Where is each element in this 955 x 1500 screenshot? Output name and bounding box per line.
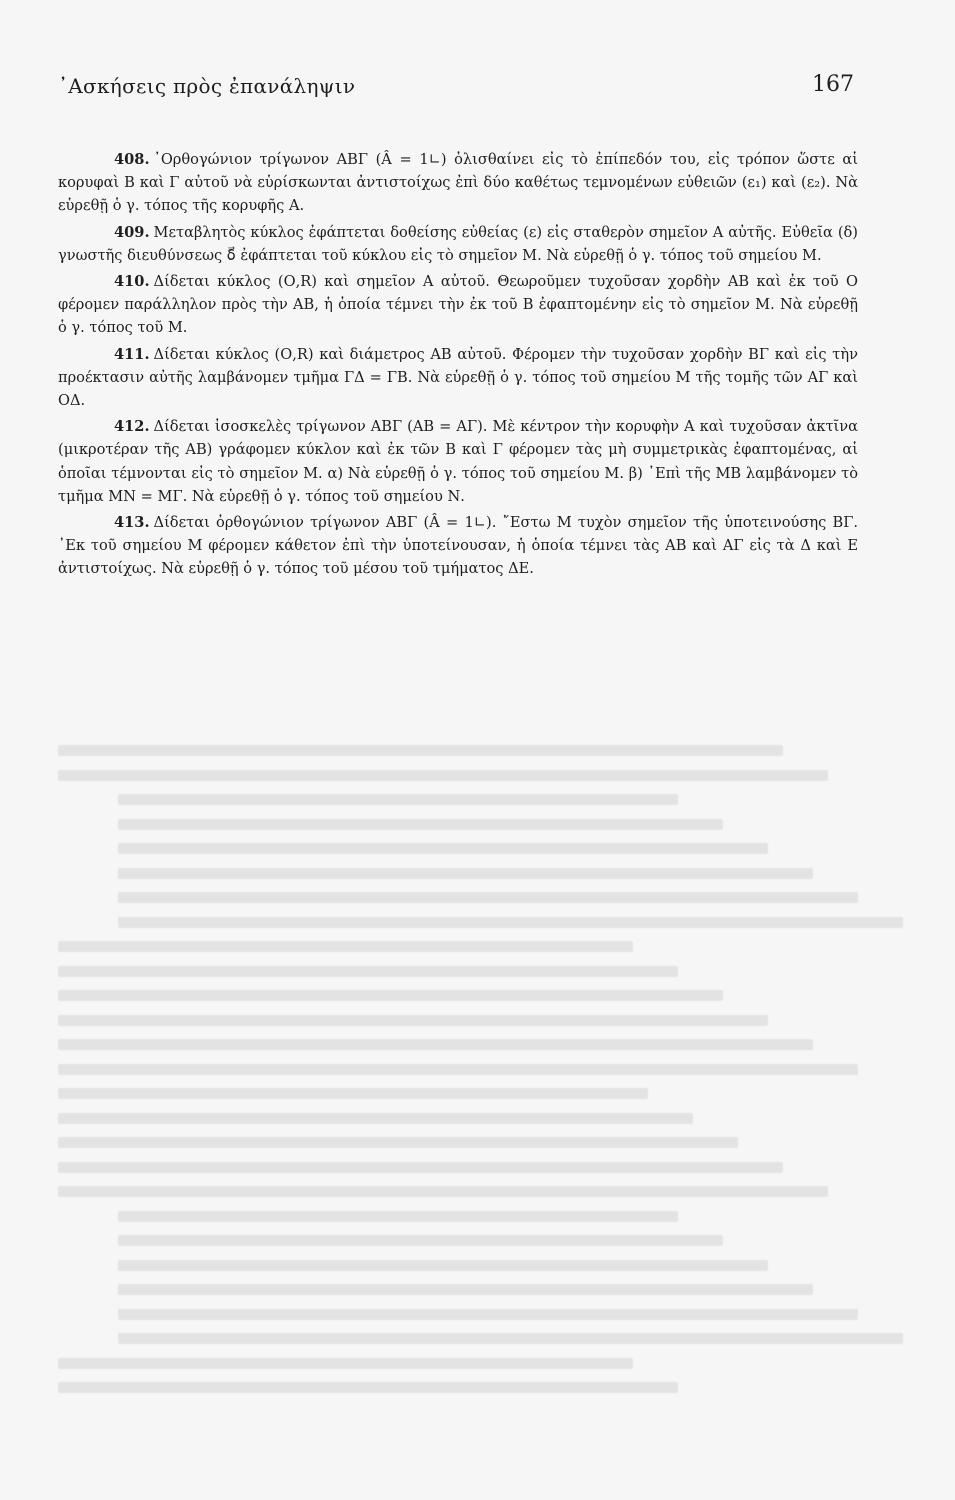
show-through-line xyxy=(58,1088,648,1099)
show-through-line xyxy=(58,1064,858,1075)
show-through-line xyxy=(118,843,768,854)
exercise-410 xyxy=(58,270,858,340)
exercise-number: 409. xyxy=(114,223,150,241)
exercise-number: 412. xyxy=(114,418,150,436)
exercise-411 xyxy=(58,343,858,413)
show-through-line xyxy=(58,1039,813,1050)
exercise-409 xyxy=(58,221,858,267)
show-through-line xyxy=(58,1382,678,1393)
exercise-number: 410. xyxy=(114,273,150,291)
show-through-line xyxy=(118,868,813,879)
show-through-line xyxy=(58,745,783,756)
show-through-line xyxy=(118,892,858,903)
exercise-number: 411. xyxy=(114,345,150,363)
show-through-line xyxy=(118,1309,858,1320)
exercise-number: 408. xyxy=(114,151,150,168)
exercise-text: ᾿Ορθογώνιον τρίγωνον ΑΒΓ (Â = 1∟) ὀλισθαίνει εἰς τὸ ἐπίπεδόν του, εἰς τρόπον ὥστε αἱ κορυφαὶ Β καὶ Γ αὐτοῦ νὰ εὑρίσκωνται ἀντιστοίχως ἐπὶ δύο καθέτως τεμνομένων εὐθειῶν (ε₁) καὶ (ε₂). Νὰ εὑρεθῇ ὁ γ. τόπος τῆς κορυφῆς Α. xyxy=(58,151,858,215)
exercise-413 xyxy=(58,511,858,581)
exercise-text: Δίδεται ἰσοσκελὲς τρίγωνον ΑΒΓ (ΑΒ = ΑΓ). Μὲ κέντρον τὴν κορυφὴν Α καὶ τυχοῦσαν ἀκτῖνα (μικροτέραν τῆς ΑΒ) γράφομεν κύκλον καὶ ἐκ τῶν Β καὶ Γ φέρομεν τὰς μὴ συμμετρικὰς ἐφαπτομένας, αἱ ὁποῖαι τέμνονται εἰς τὸ σημεῖον Μ. α) Νὰ εὑρεθῇ ὁ γ. τόπος τοῦ σημείου Μ. β) ᾿Επὶ τῆς ΜΒ λαμβάνομεν τὸ τμῆμα ΜΝ = ΜΓ. Νὰ εὑρεθῇ ὁ γ. τόπος τοῦ σημείου Ν. xyxy=(58,418,858,505)
show-through-line xyxy=(58,1186,828,1197)
show-through-line xyxy=(58,966,678,977)
show-through-line xyxy=(58,1113,693,1124)
show-through-line xyxy=(118,1235,723,1246)
show-through-line xyxy=(58,990,723,1001)
exercise-number: 413. xyxy=(114,514,150,532)
show-through-line xyxy=(58,1137,738,1148)
exercise-text: Μεταβλητὸς κύκλος ἐφάπτεται δοθείσης εὐθείας (ε) εἰς σταθερὸν σημεῖον Α αὐτῆς. Εὐθεῖα (δ) γνωστῆς διευθύνσεως δ⃗ ἐφάπτεται τοῦ κύκλου εἰς τὸ σημεῖον Μ. Νὰ εὑρεθῇ ὁ γ. τόπος τοῦ σημείου Μ. xyxy=(58,223,858,264)
show-through-line xyxy=(118,1284,813,1295)
show-through-line xyxy=(118,1260,768,1271)
show-through-line xyxy=(118,819,723,830)
show-through-line xyxy=(118,794,678,805)
running-header: ᾿Ασκήσεις πρὸς ἐπανάληψιν xyxy=(58,74,356,98)
show-through-line xyxy=(58,1162,783,1173)
exercise-408 xyxy=(58,148,858,218)
exercise-list xyxy=(58,148,858,584)
exercise-412 xyxy=(58,415,858,508)
show-through-line xyxy=(58,1015,768,1026)
show-through-line xyxy=(118,1211,678,1222)
show-through-line xyxy=(118,1333,903,1344)
show-through-line xyxy=(58,1358,633,1369)
exercise-text: Δίδεται κύκλος (Ο,R) καὶ σημεῖον Α αὐτοῦ. Θεωροῦμεν τυχοῦσαν χορδὴν ΑΒ καὶ ἐκ τοῦ Ο φέρομεν παράλληλον πρὸς τὴν ΑΒ, ἡ ὁποία τέμνει τὴν ἐκ τοῦ Β ἐφαπτομένην εἰς τὸ σημεῖον Μ. Νὰ εὑρεθῇ ὁ γ. τόπος τοῦ Μ. xyxy=(58,273,858,337)
exercise-text: Δίδεται ὀρθογώνιον τρίγωνον ΑΒΓ (Â = 1∟). ῎Εστω Μ τυχὸν σημεῖον τῆς ὑποτεινούσης ΒΓ. ᾿Εκ τοῦ σημείου Μ φέρομεν κάθετον ἐπὶ τὴν ὑποτείνουσαν, ἡ ὁποία τέμνει τὰς ΑΒ καὶ ΑΓ εἰς τὰ Δ καὶ Ε ἀντιστοίχως. Νὰ εὑρεθῇ ὁ γ. τόπος τοῦ μέσου τοῦ τμήματος ΔΕ. xyxy=(58,514,858,578)
page-number: 167 xyxy=(812,72,854,97)
show-through-line xyxy=(118,917,903,928)
show-through-line xyxy=(58,770,828,781)
exercise-text: Δίδεται κύκλος (Ο,R) καὶ διάμετρος ΑΒ αὐτοῦ. Φέρομεν τὴν τυχοῦσαν χορδὴν ΒΓ καὶ εἰς τὴν προέκτασιν αὐτῆς λαμβάνομεν τμῆμα ΓΔ = ΓΒ. Νὰ εὑρεθῇ ὁ γ. τόπος τοῦ σημείου Μ τῆς τομῆς τῶν ΑΓ καὶ ΟΔ. xyxy=(58,345,858,410)
show-through-line xyxy=(58,941,633,952)
show-through-texture xyxy=(58,745,878,1445)
